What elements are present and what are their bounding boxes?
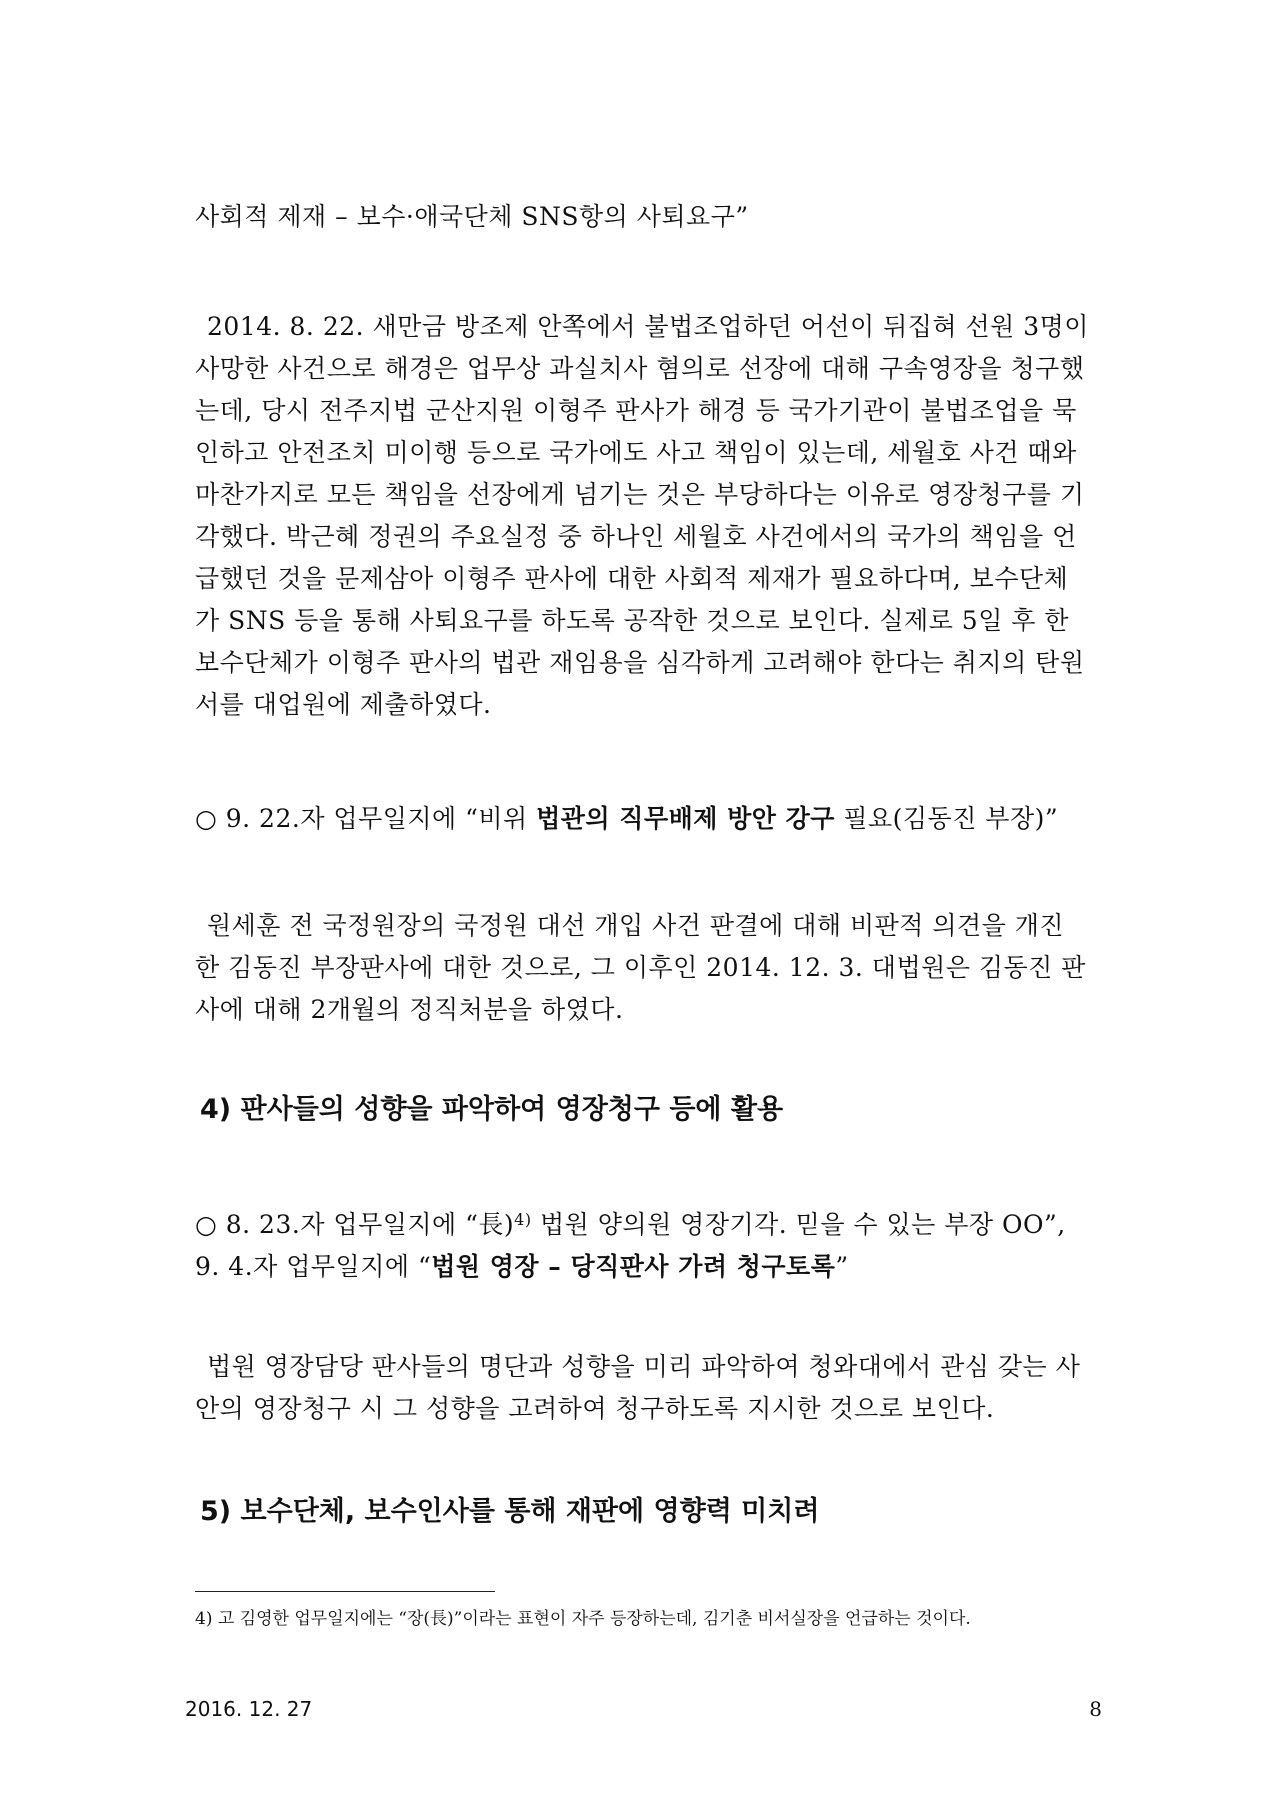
- section-heading-5: 5) 보수단체, 보수인사를 통해 재판에 영향력 미치려: [200, 1496, 820, 1527]
- bullet-prefix: ○ 8. 23.자 업무일지에 “長): [195, 1210, 515, 1239]
- paragraph-line: 한 김동진 부장판사에 대한 것으로, 그 이후인 2014. 12. 3. 대법원은 김동진 판: [195, 953, 1086, 982]
- section-title-continuation: [195, 196, 1100, 238]
- paragraph-line: 안의 영장청구 시 그 성향을 고려하여 청구하도록 지시한 것으로 보인다.: [195, 1394, 995, 1423]
- top-line: 사회적 제재 – 보수·애국단체 SNS항의 사퇴요구”: [195, 202, 749, 231]
- paragraph-line: 사망한 사건으로 해경은 업무상 과실치사 혐의로 선장에 대해 구속영장을 청구했: [195, 354, 1085, 383]
- paragraph-line: 2014. 8. 22. 새만금 방조제 안쪽에서 불법조업하던 어선이 뒤집혀 선원 3명이: [207, 312, 1089, 341]
- paragraph-line: 각했다. 박근혜 정권의 주요실정 중 하나인 세월호 사건에서의 국가의 책임을 언: [195, 522, 1077, 551]
- bullet-line: [195, 1246, 1100, 1288]
- paragraph-2: [195, 905, 1100, 1031]
- paragraph-1: [195, 306, 1100, 726]
- bullet-prefix: ○ 9. 22.자 업무일지에 “비위: [195, 804, 537, 833]
- footnote-divider: [195, 1591, 495, 1592]
- paragraph-line: 마찬가지로 모든 책임을 선장에게 넘기는 것은 부당하다는 이유로 영장청구를 기: [195, 480, 1085, 509]
- bullet-text: ”: [835, 1252, 849, 1281]
- bullet-item-2: [195, 1199, 1100, 1288]
- paragraph-line: 급했던 것을 문제삼아 이형주 판사에 대한 사회적 제재가 필요하다며, 보수단체: [195, 564, 1069, 593]
- paragraph-3: [195, 1346, 1100, 1430]
- paragraph-line: 서를 대업원에 제출하였다.: [195, 690, 492, 719]
- bullet-bold: 법원 영장 – 당직판사 가려 청구토록: [431, 1252, 836, 1281]
- page-number: 8: [1089, 1697, 1102, 1721]
- paragraph-line: 보수단체가 이형주 판사의 법관 재임용을 심각하게 고려해야 한다는 취지의 탄원: [195, 648, 1085, 677]
- paragraph-line: 는데, 당시 전주지법 군산지원 이형주 판사가 해경 등 국가기관이 불법조업을 묵: [195, 396, 1077, 425]
- paragraph-line: 인하고 안전조치 미이행 등으로 국가에도 사고 책임이 있는데, 세월호 사건 때와: [195, 438, 1077, 467]
- footnote-ref[interactable]: 4): [514, 1210, 532, 1229]
- paragraph-line: 사에 대해 2개월의 정직처분을 하였다.: [195, 995, 624, 1024]
- bullet-text: 법원 양의원 영장기각. 믿을 수 있는 부장 OO”,: [531, 1210, 1066, 1239]
- paragraph-line: 가 SNS 등을 통해 사퇴요구를 하도록 공작한 것으로 보인다. 실제로 5일 후 한: [195, 606, 1070, 635]
- paragraph-line: 원세훈 전 국정원장의 국정원 대선 개입 사건 판결에 대해 비판적 의견을 개진: [207, 911, 1065, 940]
- bullet-line: [195, 798, 1100, 840]
- bullet-line: [195, 1199, 1100, 1246]
- paragraph-line: 법원 영장담당 판사들의 명단과 성향을 미리 파악하여 청와대에서 관심 갖는 사: [207, 1352, 1081, 1381]
- bullet-text: 9. 4.자 업무일지에 “: [195, 1252, 432, 1281]
- footnote: 4) 고 김영한 업무일지에는 “장(長)”이라는 표현이 자주 등장하는데, 김기춘 비서실장을 언급하는 것이다.: [195, 1609, 971, 1629]
- bullet-bold: 법관의 직무배제 방안 강구: [536, 804, 835, 833]
- footer-date: 2016. 12. 27: [185, 1697, 313, 1721]
- section-heading-4: 4) 판사들의 성향을 파악하여 영장청구 등에 활용: [200, 1094, 784, 1125]
- bullet-item-1: [195, 798, 1100, 840]
- bullet-suffix: 필요(김동진 부장)”: [834, 804, 1059, 833]
